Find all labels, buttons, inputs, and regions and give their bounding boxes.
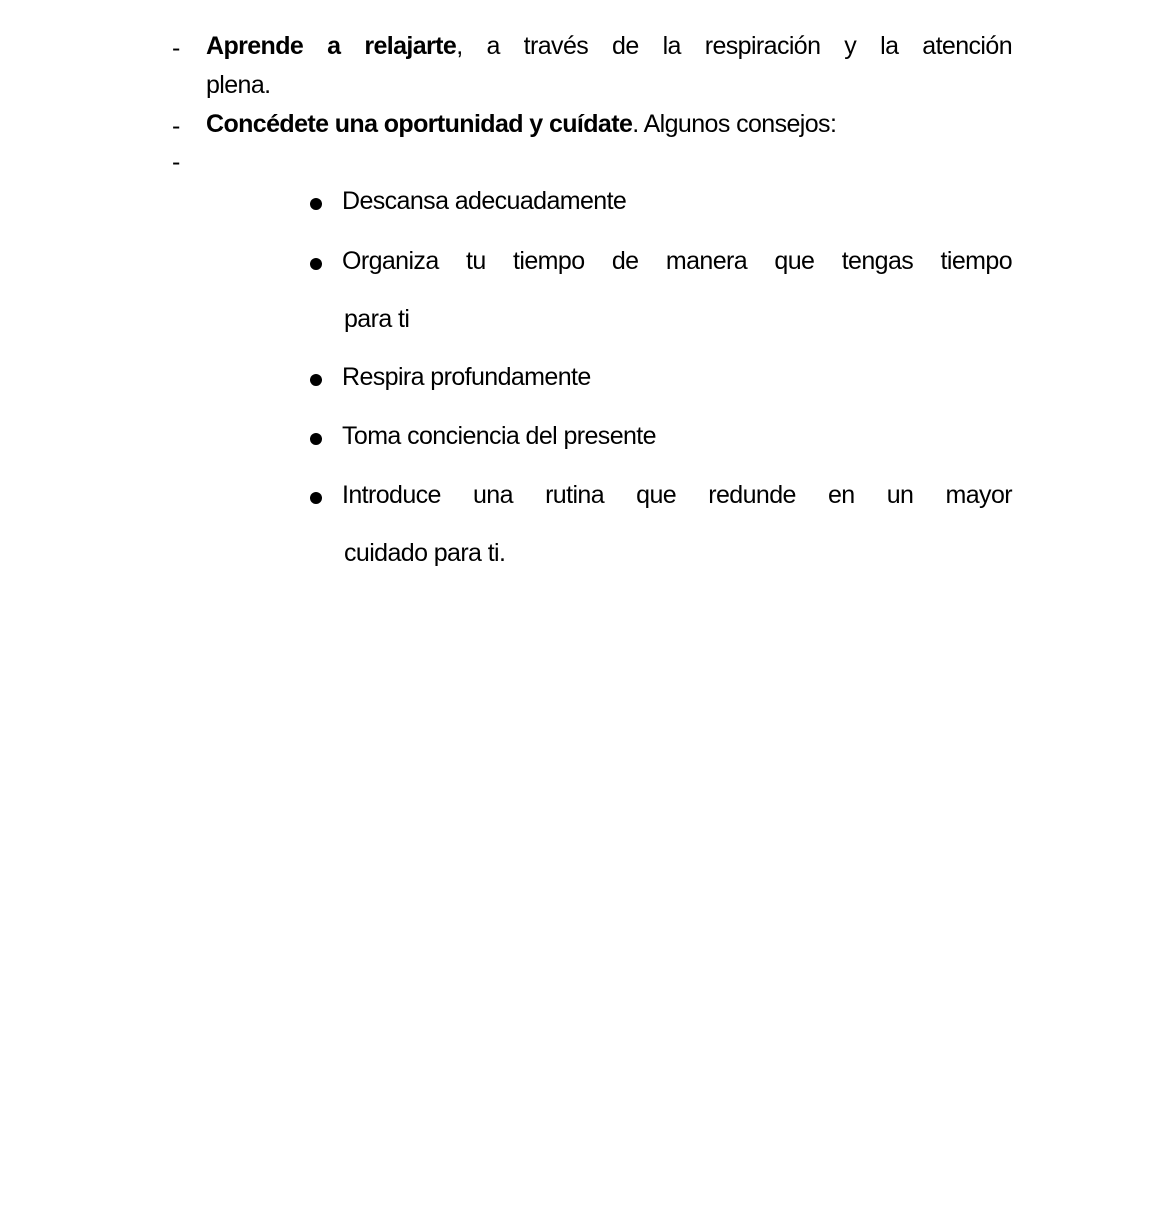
dash-item-2 bbox=[206, 110, 836, 139]
bullet-item-5-continuation: cuidado para ti. bbox=[344, 539, 506, 567]
bullet-item-5: Introduce una rutina que redunde en un mayor bbox=[342, 481, 1012, 509]
bold-phrase: Concédete una oportunidad y cuídate bbox=[206, 110, 633, 138]
bullet-icon bbox=[310, 433, 322, 445]
dash-item-1-continuation: plena. bbox=[206, 71, 271, 99]
bullet-item-2-continuation: para ti bbox=[344, 305, 410, 333]
bullet-item-3: Respira profundamente bbox=[342, 363, 591, 391]
bullet-icon bbox=[310, 374, 322, 386]
item-text: , a través de la respiración y la atención bbox=[456, 32, 1012, 60]
dash-marker: - bbox=[172, 112, 180, 140]
bold-phrase: Aprende a relajarte bbox=[206, 32, 457, 60]
dash-item-1 bbox=[206, 32, 1012, 61]
dash-marker: - bbox=[172, 34, 180, 62]
bullet-icon bbox=[310, 258, 322, 270]
dash-marker-empty: - bbox=[172, 148, 180, 176]
bullet-icon bbox=[310, 492, 322, 504]
bullet-item-4: Toma conciencia del presente bbox=[342, 422, 656, 450]
bullet-item-1: Descansa adecuadamente bbox=[342, 187, 627, 215]
bullet-item-2: Organiza tu tiempo de manera que tengas tiempo bbox=[342, 247, 1012, 275]
item-text: . Algunos consejos: bbox=[632, 110, 837, 138]
bullet-icon bbox=[310, 198, 322, 210]
